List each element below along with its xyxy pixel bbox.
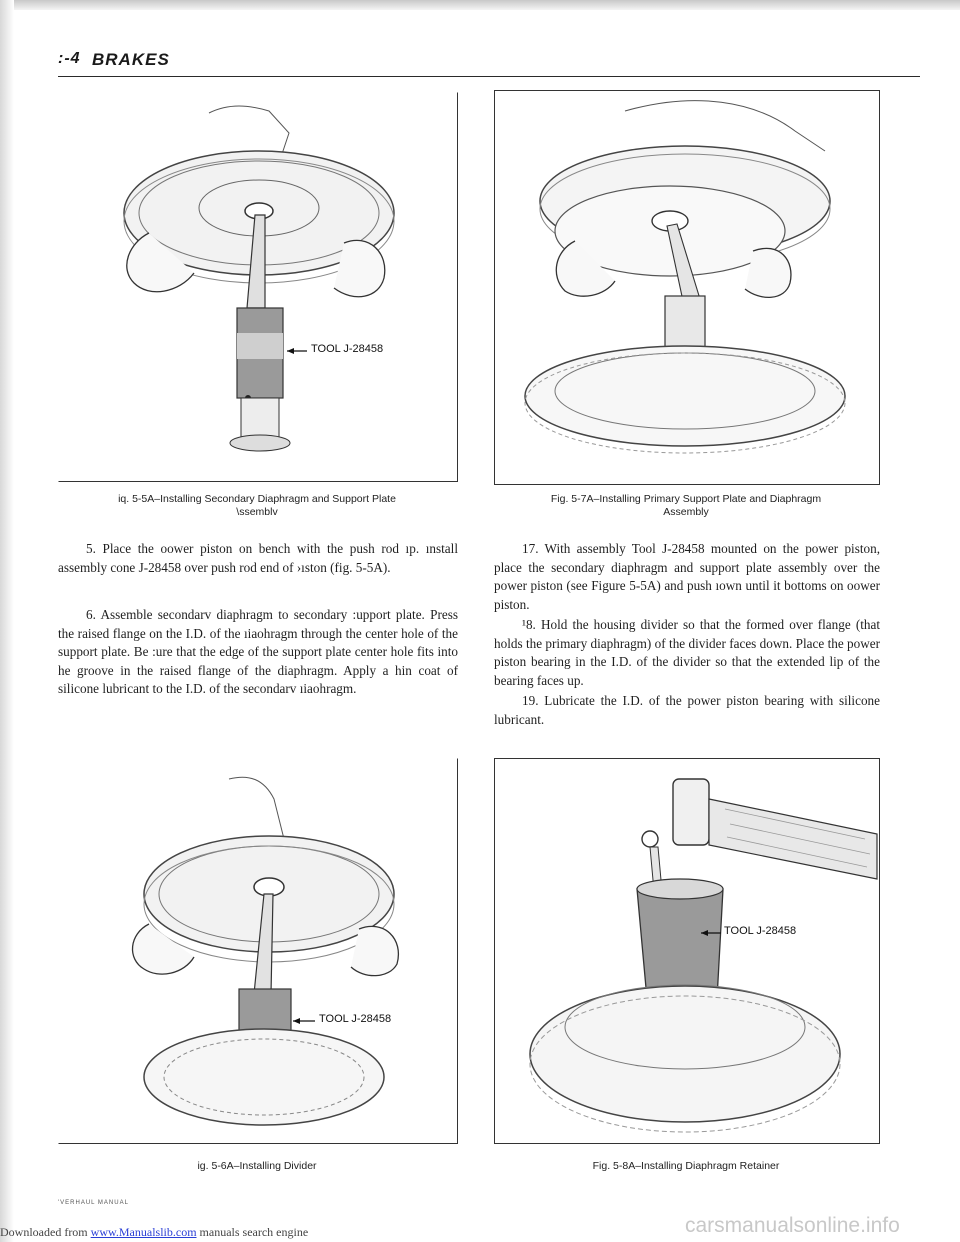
figure-5-6a-illustration [59, 759, 457, 1143]
download-prefix: Downloaded from [0, 1225, 91, 1239]
paragraph-step-6: 6. Assemble secondarv diaphragm to secondary :upport plate. Press the raised flange on the I.D. of the ıiaohragm through the center hole of the support plate. Be :ure that the edge of the support plate center hole fits into he groove in the raised flange of the diaphragm. Apply a hin coat of silicone lubricant to the I.D. of the secondarv ıiaohragm. [58, 607, 458, 696]
figure-5-8a [494, 758, 880, 1144]
page-number: :-4 [58, 50, 81, 67]
scan-top-edge [0, 0, 960, 10]
figure-5-7a-illustration [495, 91, 879, 484]
paragraph-step-18: ¹8. Hold the housing divider so that the formed over flange (that holds the primary diaphragm) of the divider faces down. Place the power piston bearing in the I.D. of the divider so that the extended lip of the bearing faces up. [494, 617, 880, 688]
figure-5-7a-caption: Fig. 5-7A–Installing Primary Support Plate and Diaphragm Assembly [550, 493, 822, 518]
figure-5-5a-caption: iq. 5-5A–Installing Secondary Diaphragm and Support Plate \ssemblv [118, 493, 396, 518]
figure-5-7a [494, 90, 880, 485]
manualslib-link[interactable]: www.Manualslib.com [90, 1225, 197, 1239]
paragraph-step-19: 19. Lubricate the I.D. of the power piston bearing with silicone lubricant. [494, 693, 880, 727]
download-suffix: manuals search engine [196, 1225, 309, 1239]
section-title: BRAKES [92, 50, 170, 69]
paragraph-step-5: 5. Place the oower piston on bench with the push rod ıp. ınstall assembly cone J-28458 over push rod end of ›ıston (fig. 5-5A). [58, 541, 458, 575]
figure-5-5a [58, 92, 458, 482]
download-notice [0, 1225, 308, 1240]
figure-5-8a-caption: Fig. 5-8A–Installing Diaphragm Retainer [592, 1160, 780, 1172]
footer-manual-label: 'VERHAUL MANUAL [58, 1200, 129, 1206]
page-header [58, 50, 920, 77]
figure-5-6a-caption: ig. 5-6A–Installing Divider [197, 1160, 317, 1172]
scan-left-edge [0, 0, 14, 1242]
watermark: carsmanualsonline.info [685, 1214, 900, 1237]
tool-label: TOOL J-28458 [724, 925, 797, 937]
figure-5-8a-illustration [495, 759, 879, 1143]
figure-5-5a-illustration [59, 93, 457, 481]
tool-label: TOOL J-28458 [311, 343, 384, 355]
tool-label: TOOL J-28458 [319, 1013, 392, 1025]
figure-5-6a [58, 758, 458, 1144]
paragraph-step-17: 17. With assembly Tool J-28458 mounted on the power piston, place the secondary diaphragm and support plate assembly over the power piston (see Figure 5-5A) and push ıown until it bottoms on oower piston. [494, 541, 880, 612]
